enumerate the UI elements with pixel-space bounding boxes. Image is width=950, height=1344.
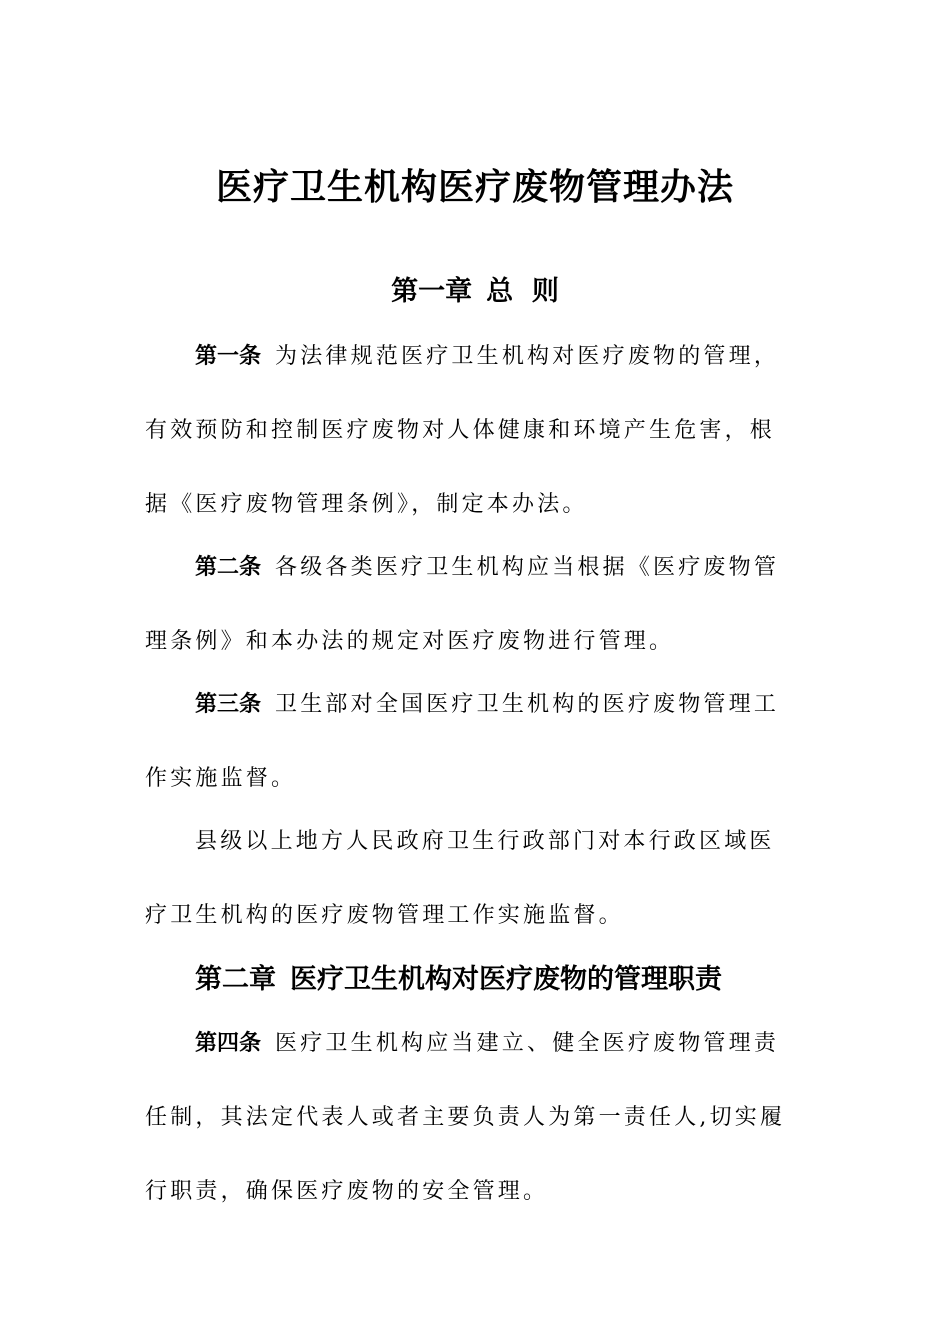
document-title: 医疗卫生机构医疗废物管理办法 xyxy=(215,167,734,208)
chapter-number: 第二章 xyxy=(195,964,276,995)
chapter-number: 第一章 xyxy=(391,276,473,307)
article-2-line-2: 理条例》和本办法的规定对医疗废物进行管理。 xyxy=(145,629,675,654)
article-3-line-2: 作实施监督。 xyxy=(145,766,297,791)
article-text: 为法律规范医疗卫生机构对医疗废物的管理， xyxy=(275,344,780,369)
article-1-line-3: 据《医疗废物管理条例》，制定本办法。 xyxy=(145,492,588,517)
chapter-heading-1 xyxy=(0,272,950,312)
article-label: 第三条 xyxy=(195,692,262,717)
chapter-name: 总 则 xyxy=(486,276,559,307)
article-1-line-2: 有效预防和控制医疗废物对人体健康和环境产生危害，根 xyxy=(145,418,776,443)
article-text: 各级各类医疗卫生机构应当根据《医疗废物管 xyxy=(275,555,780,580)
article-text: 卫生部对全国医疗卫生机构的医疗废物管理工 xyxy=(275,692,780,717)
article-4-line-2: 任制，其法定代表人或者主要负责人为第一责任人,切实履 xyxy=(145,1105,786,1130)
article-label: 第二条 xyxy=(195,555,262,580)
article-text: 医疗卫生机构应当建立、健全医疗废物管理责 xyxy=(275,1031,780,1056)
article-1-line-1 xyxy=(195,340,805,374)
article-4-line-3: 行职责，确保医疗废物的安全管理。 xyxy=(145,1179,549,1204)
article-4-line-1 xyxy=(195,1027,805,1061)
article-label: 第一条 xyxy=(195,344,262,369)
chapter-heading-2 xyxy=(195,960,805,1000)
chapter-name: 医疗卫生机构对医疗废物的管理职责 xyxy=(290,964,722,995)
article-3-para-2-line-2: 疗卫生机构的医疗废物管理工作实施监督。 xyxy=(145,903,624,928)
article-3-para-2-line-1: 县级以上地方人民政府卫生行政部门对本行政区域医 xyxy=(195,829,775,854)
article-label: 第四条 xyxy=(195,1031,262,1056)
article-2-line-1 xyxy=(195,551,805,585)
article-3-line-1 xyxy=(195,688,805,722)
